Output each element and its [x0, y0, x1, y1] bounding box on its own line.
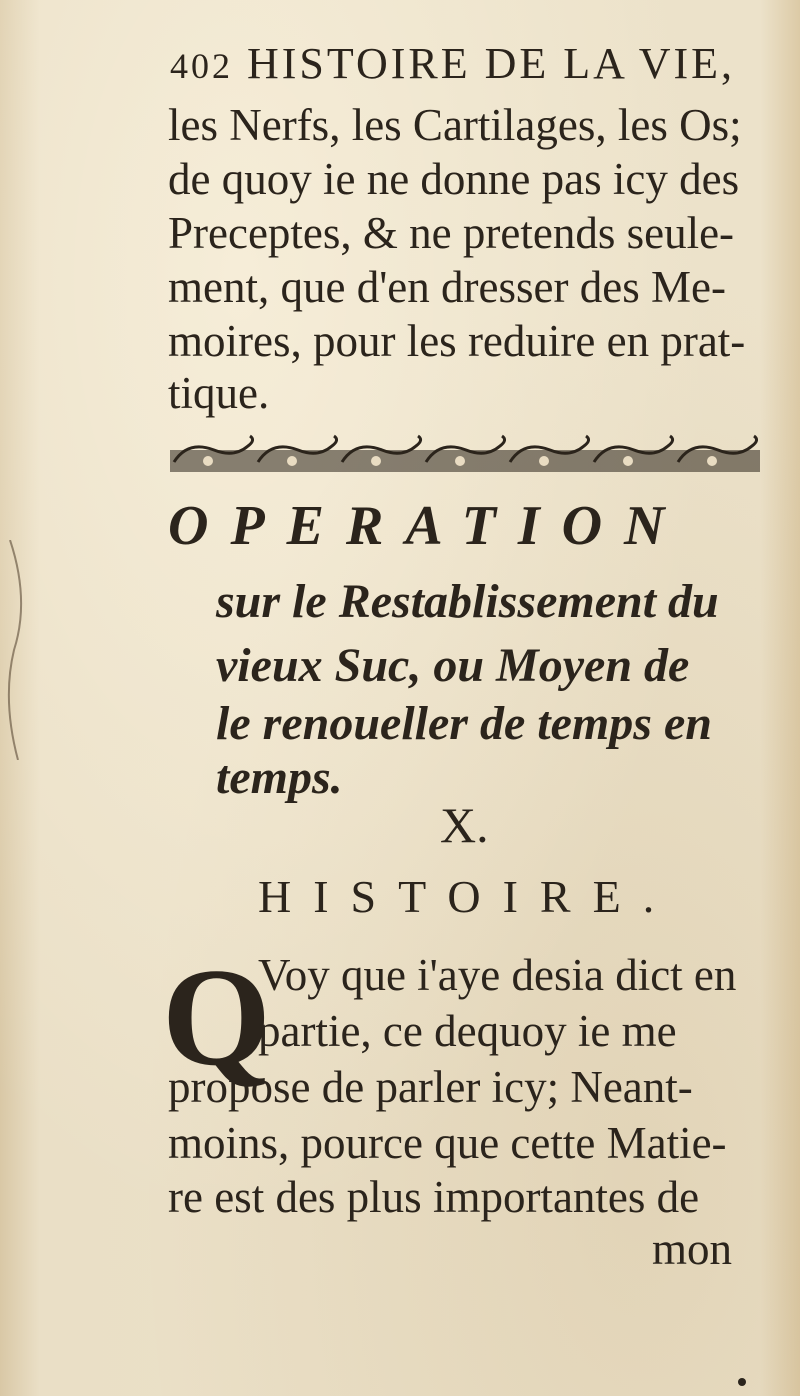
- paragraph-line: Voy que i'aye desia dict en: [258, 950, 737, 1000]
- section-subtitle-line: sur le Restablissement du: [216, 575, 719, 628]
- paragraph-line: les Nerfs, les Cartilages, les Os;: [168, 100, 742, 150]
- paragraph-line: Preceptes, & ne pretends seule-: [168, 208, 735, 258]
- decorative-ornament-band: [168, 434, 762, 484]
- page-edge-shadow: [0, 540, 40, 760]
- paragraph-line: propose de parler icy; Neant-: [168, 1062, 693, 1112]
- paragraph-line: moires, pour les reduire en prat-: [168, 316, 746, 366]
- paragraph-line: partie, ce dequoy ie me: [258, 1006, 677, 1056]
- section-number: X.: [440, 797, 489, 853]
- section-heading: HISTOIRE.: [258, 871, 677, 922]
- paragraph-line: ment, que d'en dresser des Me-: [168, 262, 726, 312]
- page-number: 402: [170, 46, 233, 86]
- section-title: OPERATION: [168, 495, 687, 557]
- paragraph-line: tique.: [168, 368, 270, 418]
- ink-speck: [738, 1378, 746, 1386]
- section-subtitle-line: temps.: [216, 751, 343, 804]
- section-subtitle-line: vieux Suc, ou Moyen de: [216, 639, 690, 692]
- running-header: [170, 38, 770, 98]
- drop-cap: Q: [162, 940, 271, 1095]
- running-title: HISTOIRE DE LA VIE,: [247, 39, 736, 88]
- paragraph-line: re est des plus importantes de: [168, 1172, 700, 1222]
- paragraph-line: moins, pource que cette Matie-: [168, 1118, 727, 1168]
- catchword: mon: [652, 1224, 733, 1274]
- section-subtitle-line: le renoueller de temps en: [216, 697, 712, 750]
- paragraph-line: de quoy ie ne donne pas icy des: [168, 154, 740, 204]
